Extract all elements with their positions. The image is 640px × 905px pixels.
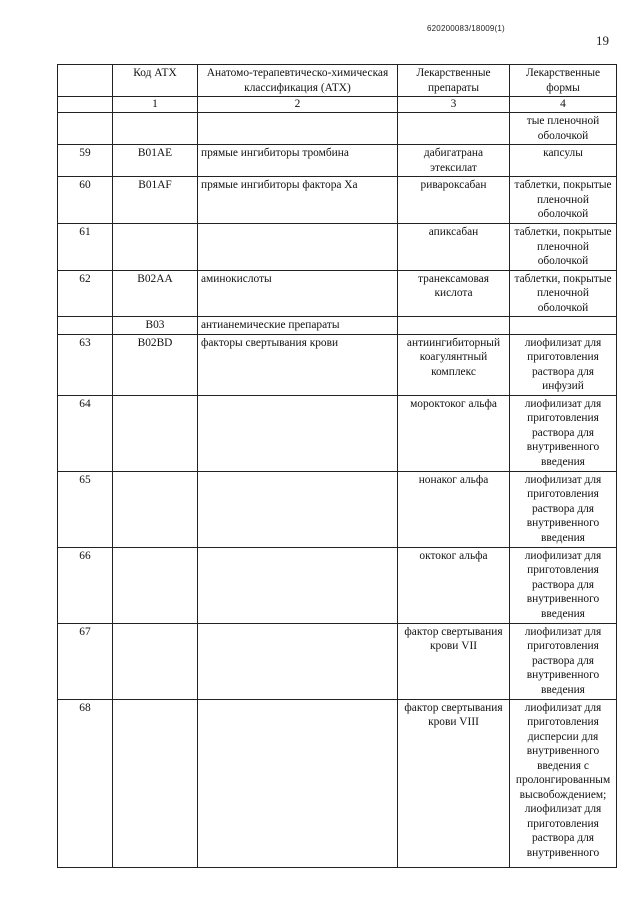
- row-atc-classification: аминокислоты: [198, 270, 398, 317]
- row-dosage-form: лиофилизат для приготовления раствора для инфузий: [510, 334, 617, 395]
- header-index: [58, 65, 113, 97]
- row-atc-classification: [198, 113, 398, 145]
- table-row: [58, 623, 617, 699]
- row-drug: дабигатрана этексилат: [398, 145, 510, 177]
- row-drug: антиингибиторный коагулянтный комплекс: [398, 334, 510, 395]
- row-index: [58, 317, 113, 335]
- table-row: [58, 471, 617, 547]
- row-atc-classification: прямые ингибиторы фактора Ха: [198, 177, 398, 224]
- row-atc-classification: [198, 395, 398, 471]
- row-drug: октоког альфа: [398, 547, 510, 623]
- table-row: [58, 395, 617, 471]
- row-dosage-form: тые пленочной оболочкой: [510, 113, 617, 145]
- row-atc-code: [113, 395, 198, 471]
- row-dosage-form: лиофилизат для приготовления дисперсии для внутривенного введения с пролонгированным высвобождением; лиофилизат для приготовления раствора для внутривенного: [510, 699, 617, 867]
- header-drugs: Лекарственные препараты: [398, 65, 510, 97]
- header-dosage-forms: Лекарственные формы: [510, 65, 617, 97]
- row-index: 68: [58, 699, 113, 867]
- row-index: 63: [58, 334, 113, 395]
- row-index: 60: [58, 177, 113, 224]
- col-number: [58, 97, 113, 113]
- row-atc-code: B01AE: [113, 145, 198, 177]
- row-index: 66: [58, 547, 113, 623]
- table-row: [58, 177, 617, 224]
- row-atc-code: [113, 623, 198, 699]
- row-atc-code: B03: [113, 317, 198, 335]
- drug-classification-table: [57, 64, 617, 868]
- row-atc-classification: прямые ингибиторы тромбина: [198, 145, 398, 177]
- table-row: [58, 334, 617, 395]
- row-drug: [398, 113, 510, 145]
- row-drug: апиксабан: [398, 224, 510, 271]
- row-index: 67: [58, 623, 113, 699]
- row-atc-classification: факторы свертывания крови: [198, 334, 398, 395]
- table-row: [58, 145, 617, 177]
- table-row: [58, 270, 617, 317]
- col-number: 1: [113, 97, 198, 113]
- page-number: 19: [596, 33, 609, 48]
- row-dosage-form: таблетки, покрытые пленочной оболочкой: [510, 177, 617, 224]
- col-number: 3: [398, 97, 510, 113]
- row-dosage-form: таблетки, покрытые пленочной оболочкой: [510, 224, 617, 271]
- table-row: [58, 317, 617, 335]
- row-atc-code: B01AF: [113, 177, 198, 224]
- row-atc-classification: [198, 471, 398, 547]
- column-number-row: [58, 97, 617, 113]
- col-number: 2: [198, 97, 398, 113]
- col-number: 4: [510, 97, 617, 113]
- row-drug: нонаког альфа: [398, 471, 510, 547]
- table-row: [58, 224, 617, 271]
- row-index: 64: [58, 395, 113, 471]
- row-index: 61: [58, 224, 113, 271]
- table-row: [58, 699, 617, 867]
- row-atc-code: [113, 471, 198, 547]
- row-atc-code: [113, 547, 198, 623]
- row-dosage-form: лиофилизат для приготовления раствора для внутривенного введения: [510, 471, 617, 547]
- header-atc-code: Код АТХ: [113, 65, 198, 97]
- table-header-row: [58, 65, 617, 97]
- row-drug: ривароксабан: [398, 177, 510, 224]
- row-dosage-form: лиофилизат для приготовления раствора для внутривенного введения: [510, 395, 617, 471]
- row-atc-classification: [198, 699, 398, 867]
- row-atc-code: B02AA: [113, 270, 198, 317]
- row-drug: мороктоког альфа: [398, 395, 510, 471]
- row-atc-code: [113, 699, 198, 867]
- row-atc-classification: антианемические препараты: [198, 317, 398, 335]
- header-atc-classification: Анатомо-терапевтическо-химическая классификация (АТХ): [198, 65, 398, 97]
- row-index: 59: [58, 145, 113, 177]
- row-atc-code: [113, 113, 198, 145]
- row-atc-classification: [198, 224, 398, 271]
- row-drug: фактор свертывания крови VIII: [398, 699, 510, 867]
- row-drug: транексамовая кислота: [398, 270, 510, 317]
- row-drug: фактор свертывания крови VII: [398, 623, 510, 699]
- row-dosage-form: таблетки, покрытые пленочной оболочкой: [510, 270, 617, 317]
- row-atc-classification: [198, 623, 398, 699]
- row-atc-classification: [198, 547, 398, 623]
- row-index: [58, 113, 113, 145]
- row-index: 62: [58, 270, 113, 317]
- row-drug: [398, 317, 510, 335]
- document-number: 620200083/18009(1): [427, 24, 505, 33]
- row-atc-code: [113, 224, 198, 271]
- row-dosage-form: [510, 317, 617, 335]
- row-dosage-form: лиофилизат для приготовления раствора для внутривенного введения: [510, 623, 617, 699]
- table-row: [58, 113, 617, 145]
- row-dosage-form: лиофилизат для приготовления раствора для внутривенного введения: [510, 547, 617, 623]
- row-index: 65: [58, 471, 113, 547]
- row-dosage-form: капсулы: [510, 145, 617, 177]
- table-row: [58, 547, 617, 623]
- row-atc-code: B02BD: [113, 334, 198, 395]
